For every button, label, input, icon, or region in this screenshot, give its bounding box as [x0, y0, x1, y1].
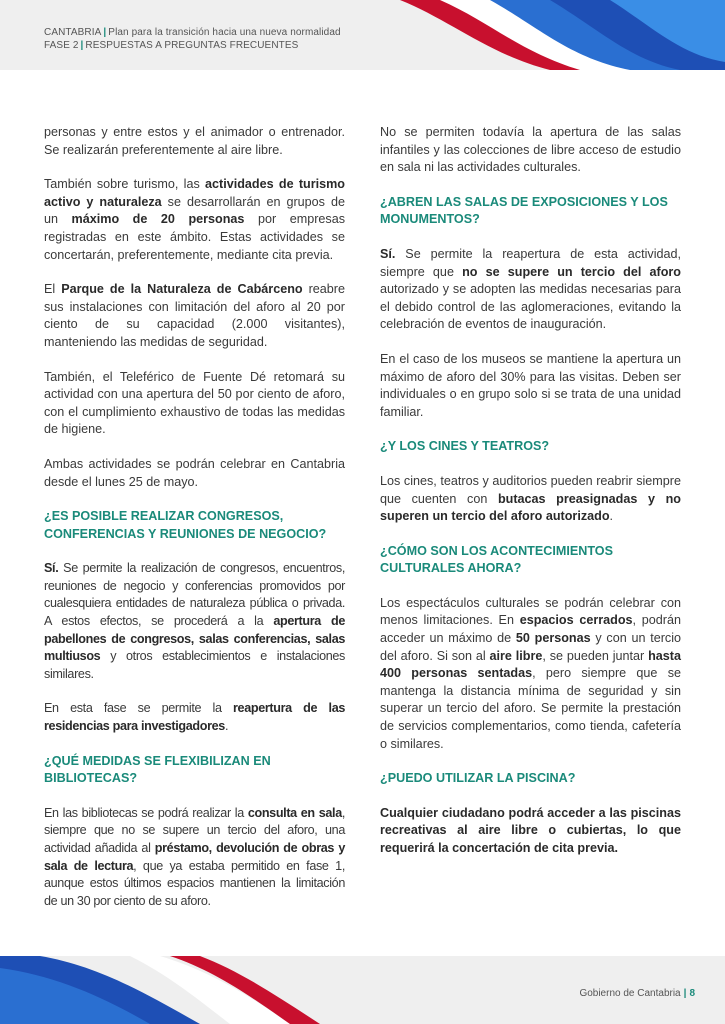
- bold-run: espacios cerrados: [519, 613, 633, 628]
- header-plan-title: Plan para la transición hacia una nueva normalidad: [108, 27, 341, 38]
- paragraph-exposiciones: [380, 246, 681, 334]
- bold-run: préstamo, devolución de obras y sala de lectura: [44, 841, 345, 873]
- bold-run: actividades de turismo activo y naturaleza: [44, 177, 346, 209]
- paragraph: personas y entre estos y el animador o entrenador. Se realizarán preferentemente al aire libre.: [44, 125, 345, 157]
- bold-run: Sí.: [380, 246, 396, 261]
- text-run: se desarrollarán en grupos de un: [44, 194, 345, 227]
- text-run: Se permite la realización de congresos, encuentros, reuniones de negocio y conferencias promovidos por cualesquiera entidades de naturaleza pública o privada. A estos efectos, se procederá a la: [44, 561, 345, 629]
- header-region: CANTABRIA: [44, 27, 102, 38]
- text-run: El: [44, 282, 62, 297]
- text-run: , siempre que no se supere un tercio del aforo, una actividad añadida al: [44, 805, 346, 855]
- text-run: También sobre turismo, las: [44, 177, 206, 192]
- bold-run: Sí.: [44, 561, 59, 576]
- text-run: por empresas registradas en este ámbito. Estas actividades se concertarán, preferentemente, mediante cita previa.: [44, 212, 345, 262]
- text-run: Los cines, teatros y auditorios pueden reabrir siempre que cuenten con: [380, 473, 681, 506]
- header-line-2: [44, 39, 341, 52]
- bold-run: aire libre: [489, 648, 543, 663]
- left-column: [44, 124, 345, 927]
- header-line-1: [44, 26, 341, 39]
- paragraph-salas-infantiles: No se permiten todavía la apertura de las salas infantiles y las colecciones de libre acceso de estudio en sala ni las actividades culturales.: [380, 125, 681, 175]
- bold-run: consulta en sala: [247, 805, 342, 820]
- bold-run: 50 personas: [515, 631, 591, 646]
- header-separator: |: [103, 27, 107, 38]
- page-footer: [0, 956, 725, 1024]
- heading-exposiciones: ¿ABREN LAS SALAS DE EXPOSICIONES Y LOS MONUMENTOS?: [380, 194, 668, 227]
- text-run: , se pueden juntar: [542, 648, 649, 663]
- heading-piscina: ¿PUEDO UTILIZAR LA PISCINA?: [380, 771, 576, 786]
- text-run: autorizado y se adopten las medidas necesarias para el debido control de las aglomeraciones, evitando la celebración de eventos de inauguración.: [380, 282, 681, 332]
- bold-run: reapertura de las residencias para investigadores: [44, 701, 345, 734]
- header-phase: FASE 2: [44, 40, 79, 51]
- footer-label: [579, 988, 695, 999]
- text-run: En esta fase se permite la: [44, 701, 233, 716]
- header-title: [44, 26, 341, 52]
- paragraph-cines: [380, 473, 681, 526]
- text-run: Se permite la reapertura de esta actividad, siempre que: [380, 246, 681, 279]
- paragraph-teleferico: También, el Teleférico de Fuente Dé retomará su actividad con una apertura del 50 por ciento de aforo, con el cumplimiento exhaustivo de todas las medidas de higiene.: [44, 369, 345, 437]
- page-header: [0, 0, 725, 70]
- page-number: 8: [689, 988, 695, 999]
- bold-run: no se supere un tercio del aforo: [462, 264, 681, 279]
- text-run: reabre sus instalaciones con limitación del aforo al 20 por ciento de su capacidad (2.000 visitantes), manteniendo las medidas de seguridad.: [44, 282, 345, 349]
- flag-swoosh-graphic: [0, 956, 320, 1024]
- paragraph-turismo: [44, 176, 345, 264]
- heading-congresos: ¿ES POSIBLE REALIZAR CONGRESOS, CONFERENCIAS Y REUNIONES DE NEGOCIO?: [44, 509, 327, 541]
- paragraph-museos: En el caso de los museos se mantiene la apertura un máximo de aforo del 30% para las visitas. Deben ser individuales o en grupo solo si se trata de una unidad familiar.: [380, 351, 681, 419]
- paragraph-congresos: [44, 560, 345, 683]
- heading-bibliotecas: ¿QUÉ MEDIDAS SE FLEXIBILIZAN EN BIBLIOTECAS?: [44, 753, 271, 786]
- text-run: .: [609, 509, 614, 524]
- paragraph-piscina: [380, 805, 681, 858]
- text-run: , podrán acceder un máximo de: [380, 613, 681, 646]
- text-run: Los espectáculos culturales se podrán celebrar con menos limitaciones. En: [380, 595, 681, 628]
- flag-swoosh-graphic: [380, 0, 725, 70]
- paragraph-fecha: Ambas actividades se podrán celebrar en Cantabria desde el lunes 25 de mayo.: [44, 456, 345, 489]
- heading-cines: ¿Y LOS CINES Y TEATROS?: [380, 439, 550, 454]
- text-run: En las bibliotecas se podrá realizar la: [44, 805, 248, 820]
- paragraph-acontecimientos: [380, 595, 681, 753]
- paragraph-residencias: [44, 700, 345, 735]
- footer-org: Gobierno de Cantabria: [579, 988, 681, 999]
- bold-run: apertura de pabellones de congresos, salas conferencias, salas multiusos: [44, 614, 345, 664]
- text-run: , que ya estaba permitido en fase 1, aunque estos últimos espacios mantienen la limitación de un 30 por ciento de su aforo.: [44, 858, 345, 908]
- right-column: [380, 124, 681, 875]
- text-run: , pero siempre que se mantenga la distancia mínima de seguridad y sin superar un tercio del aforo. Se permite la prestación de servicios complementarios, como tienda, cafetería o similares.: [380, 666, 681, 751]
- header-separator: |: [80, 40, 84, 51]
- footer-separator: |: [683, 988, 687, 999]
- bold-run: hasta 400 personas sentadas: [380, 648, 681, 681]
- paragraph-cabarceno: [44, 281, 345, 351]
- heading-acontecimientos: ¿CÓMO SON LOS ACONTECIMIENTOS CULTURALES AHORA?: [380, 543, 613, 576]
- text-run: y otros establecimientos e instalaciones similares.: [44, 649, 345, 681]
- bold-run: máximo de 20 personas: [71, 212, 245, 227]
- paragraph-bibliotecas: [44, 805, 345, 911]
- bold-run: Parque de la Naturaleza de Cabárceno: [61, 282, 303, 297]
- text-run: y con un tercio del aforo. Si son al: [380, 631, 681, 663]
- text-run: .: [224, 719, 229, 734]
- header-section: RESPUESTAS A PREGUNTAS FRECUENTES: [85, 40, 299, 51]
- bold-run: Cualquier ciudadano podrá acceder a las piscinas recreativas al aire libre o cubiertas, lo que requerirá la concertación de cita previa.: [380, 805, 681, 855]
- bold-run: butacas preasignadas y no superen un tercio del aforo autorizado: [380, 491, 681, 524]
